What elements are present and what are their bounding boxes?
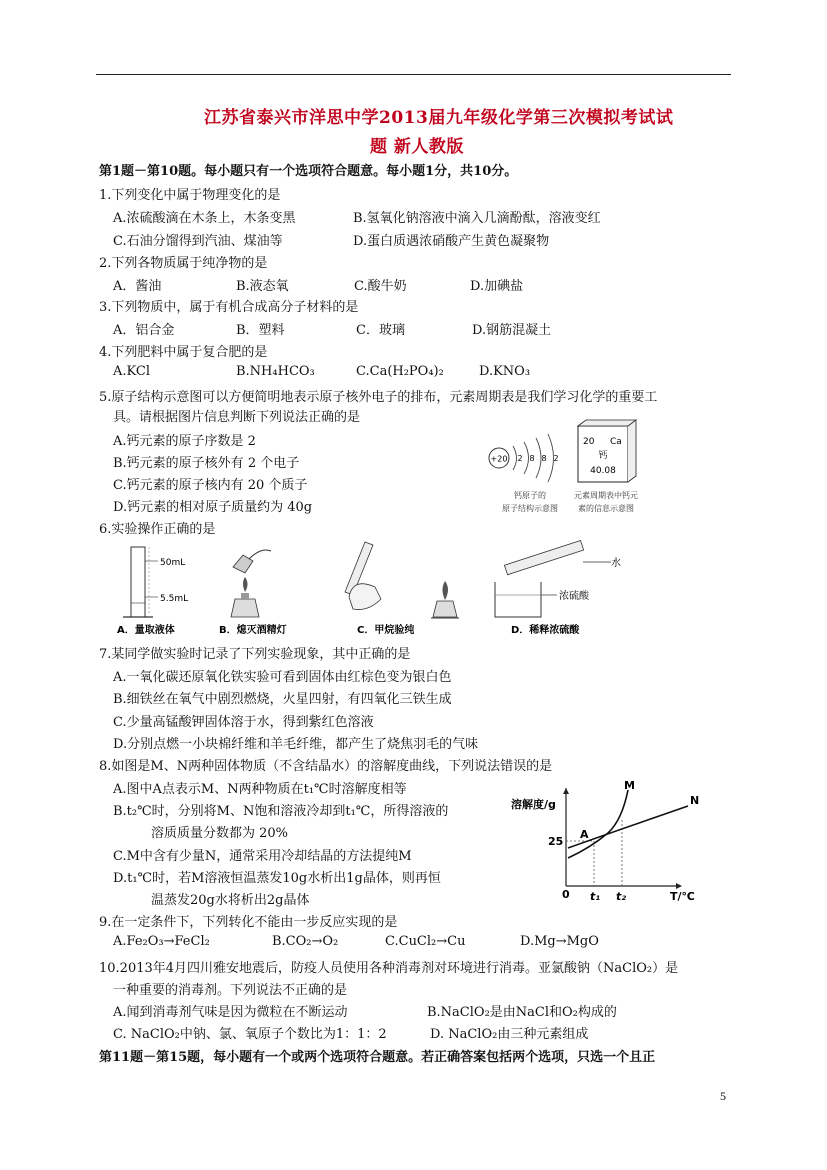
element-number: 20: [583, 437, 595, 447]
q5-option-c: C.钙元素的原子核内有 20 个质子: [113, 478, 308, 493]
q9-option-c: C.CuCl₂→Cu: [385, 934, 466, 949]
q4-option-a: A.KCl: [113, 364, 150, 379]
curve-m: [568, 790, 628, 858]
q10-stem-line2: 一种重要的消毒剂。下列说法不正确的是: [113, 983, 348, 998]
q9-option-a: A.Fe₂O₃→FeCl₂: [113, 934, 210, 949]
q7-stem: 7.某同学做实验时记录了下列实验现象，其中正确的是: [99, 647, 411, 662]
q3-option-c: C．玻璃: [356, 323, 405, 338]
q8-solubility-figure: [510, 778, 720, 903]
q4-option-b: B.NH₄HCO₃: [236, 364, 315, 379]
q1-option-b: B.氢氧化钠溶液中滴入几滴酚酞，溶液变红: [353, 211, 601, 226]
curve-n: [568, 806, 688, 848]
q10-option-b: B.NaClO₂是由NaCl和O₂构成的: [427, 1005, 617, 1020]
nucleus-label: +20: [490, 454, 508, 464]
q9-stem: 9.在一定条件下，下列转化不能由一步反应实现的是: [99, 915, 398, 930]
q3-option-d: D.钢筋混凝土: [472, 323, 552, 338]
shell-count-3: 8: [541, 454, 547, 463]
doc-title-line2: 题 新人教版: [370, 137, 464, 157]
q6-label-c: C．甲烷验纯: [357, 625, 415, 636]
q10-option-d: D. NaClO₂由三种元素组成: [430, 1027, 589, 1042]
t1-label: t₁: [590, 890, 601, 903]
t2-label: t₂: [616, 890, 627, 903]
fig-caption-2a: 元素周期表中钙元: [574, 491, 638, 500]
q5-option-d: D.钙元素的相对原子质量约为 40g: [113, 500, 313, 515]
q6-figure-a: [123, 547, 188, 617]
element-name: 钙: [598, 451, 608, 461]
element-symbol: Ca: [610, 437, 622, 447]
q3-option-a: A．铝合金: [113, 323, 175, 338]
water-label: 水: [611, 558, 621, 569]
shell-arc-2: [524, 442, 529, 474]
acid-label: 浓硫酸: [559, 591, 589, 602]
q5-option-b: B.钙元素的原子核外有 2 个电子: [113, 456, 300, 471]
q5-option-a: A.钙元素的原子序数是 2: [113, 434, 256, 449]
q7-option-a: A.一氧化碳还原氧化铁实验可看到固体由红棕色变为银白色: [113, 670, 452, 685]
section-heading-1: 第1题－第10题。每小题只有一个选项符合题意。每小题1分，共10分。: [99, 164, 518, 179]
q4-option-d: D.KNO₃: [479, 364, 531, 379]
q4-stem: 4.下列肥料中属于复合肥的是: [99, 345, 268, 360]
q2-option-d: D.加碘盐: [470, 279, 524, 294]
cylinder-top-label: 50mL: [160, 558, 186, 568]
q8-option-d-line1: D.t₁℃时，若M溶液恒温蒸发10g水析出1g晶体，则再恒: [113, 871, 441, 886]
fig-caption-1b: 原子结构示意图: [502, 504, 558, 513]
q6-label-b: B．熄灭酒精灯: [219, 625, 287, 636]
q7-option-d: D.分别点燃一小块棉纤维和羊毛纤维，都产生了烧焦羽毛的气味: [113, 737, 479, 752]
q3-option-b: B．塑料: [236, 323, 285, 338]
curve-m-label: M: [624, 779, 635, 792]
q8-option-c: C.M中含有少量N，通常采用冷却结晶的方法提纯M: [113, 849, 412, 864]
q9-option-d: D.Mg→MgO: [520, 934, 599, 949]
section-heading-2: 第11题－第15题，每小题有一个或两个选项符合题意。若正确答案包括两个选项，只选一个且正: [99, 1050, 656, 1065]
q6-figure-c: [345, 542, 459, 618]
y-tick-25: 25: [548, 835, 564, 848]
q8-option-d-line2: 温蒸发20g水将析出2g晶体: [151, 893, 310, 908]
q6-label-d: D．稀释浓硫酸: [511, 625, 580, 636]
q4-option-c: C.Ca(H₂PO₄)₂: [356, 364, 444, 379]
shell-arc-3: [536, 438, 541, 478]
q7-option-c: C.少量高锰酸钾固体溶于水，得到紫红色溶液: [113, 715, 374, 730]
q8-stem: 8.如图是M、N两种固体物质（不含结晶水）的溶解度曲线，下列说法错误的是: [99, 759, 553, 774]
doc-title-line1: 江苏省泰兴市洋思中学2013届九年级化学第三次模拟考试试: [204, 108, 674, 128]
q6-label-a: A．量取液体: [117, 625, 175, 636]
x-axis-arrow: [676, 883, 682, 889]
q10-option-c: C. NaClO₂中钠、氯、氧原子个数比为1：1：2: [113, 1027, 387, 1042]
curve-n-label: N: [690, 794, 700, 807]
q5-figure: [482, 418, 652, 518]
page-number: 5: [720, 1089, 726, 1103]
q5-stem-line2: 具。请根据图片信息判断下列说法正确的是: [113, 410, 361, 425]
q7-option-b: B.细铁丝在氧气中剧烈燃烧，火星四射，有四氧化三铁生成: [113, 692, 452, 707]
q6-figure-b: [231, 550, 271, 617]
q1-option-d: D.蛋白质遇浓硝酸产生黄色凝聚物: [353, 234, 550, 249]
y-axis-label: 溶解度/g: [511, 798, 556, 811]
shell-count-4: 2: [553, 454, 559, 463]
q1-option-c: C.石油分馏得到汽油、煤油等: [113, 234, 283, 249]
q10-stem-line1: 10.2013年4月四川雅安地震后，防疫人员使用各种消毒剂对环境进行消毒。亚氯酸钠（NaClO₂）是: [99, 961, 679, 976]
q1-option-a: A.浓硫酸滴在木条上，木条变黑: [113, 211, 296, 226]
shell-count-1: 2: [517, 454, 523, 463]
q6-stem: 6.实验操作正确的是: [99, 522, 216, 537]
header-rule: [96, 74, 731, 75]
q8-option-b-line1: B.t₂℃时，分别将M、N饱和溶液冷却到t₁℃，所得溶液的: [113, 804, 449, 819]
fig-caption-1a: 钙原子的: [514, 491, 546, 500]
q1-stem: 1.下列变化中属于物理变化的是: [99, 188, 281, 203]
q8-option-a: A.图中A点表示M、N两种物质在t₁℃时溶解度相等: [113, 782, 407, 797]
y-axis-arrow: [563, 788, 569, 794]
q6-figures: [113, 537, 633, 637]
q5-stem-line1: 5.原子结构示意图可以方便简明地表示原子核外电子的排布，元素周期表是我们学习化学的重要工: [99, 390, 658, 405]
shell-arc-1: [513, 446, 517, 470]
q10-option-a: A.闻到消毒剂气味是因为微粒在不断运动: [113, 1005, 348, 1020]
q8-option-b-line2: 溶质质量分数都为 20%: [151, 826, 289, 841]
q2-option-b: B.液态氧: [236, 279, 289, 294]
point-a-label: A: [580, 828, 589, 841]
origin-label: 0: [562, 888, 570, 901]
q9-option-b: B.CO₂→O₂: [272, 934, 339, 949]
q2-stem: 2.下列各物质属于纯净物的是: [99, 256, 268, 271]
q2-option-a: A．酱油: [113, 279, 162, 294]
cylinder-bottom-label: 5.5mL: [160, 594, 189, 604]
q6-figure-d: [495, 541, 621, 617]
element-mass: 40.08: [590, 466, 616, 476]
q3-stem: 3.下列物质中，属于有机合成高分子材料的是: [99, 300, 359, 315]
shell-count-2: 8: [529, 454, 535, 463]
fig-caption-2b: 素的信息示意图: [578, 504, 634, 513]
q2-option-c: C.酸牛奶: [354, 279, 407, 294]
x-axis-label: T/℃: [670, 890, 695, 903]
